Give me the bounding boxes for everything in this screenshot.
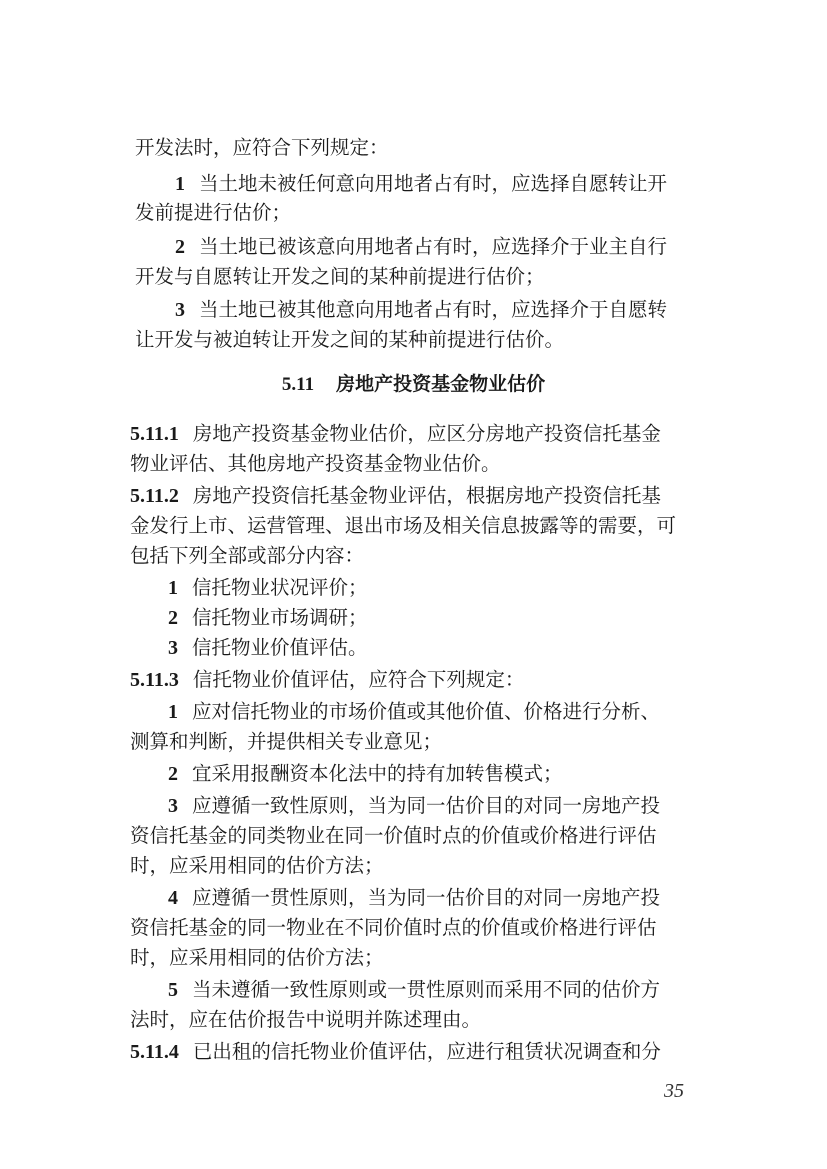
text-line: 金发行上市、运营管理、退出市场及相关信息披露等的需要，可 [130, 514, 677, 537]
section-heading [0, 370, 827, 399]
list-item: 4 应遵循一贯性原则，当为同一估价目的对同一房地产投 [168, 886, 661, 909]
list-item: 1 信托物业状况评价； [168, 576, 368, 599]
text-line: 资信托基金的同一物业在不同价值时点的价值或价格进行评估 [130, 916, 657, 939]
list-item: 3 当土地已被其他意向用地者占有时，应选择介于自愿转 [175, 298, 668, 321]
text-line: 包括下列全部或部分内容： [130, 544, 365, 567]
list-item: 1 当土地未被任何意向用地者占有时，应选择自愿转让开 [175, 172, 668, 195]
text-line: 时，应采用相同的估价方法； [130, 854, 384, 877]
section-title: 房地产投资基金物业估价 [336, 373, 546, 395]
clause-line: 5.11.1 房地产投资基金物业估价，应区分房地产投资信托基金 [130, 422, 661, 445]
text-line: 法时，应在估价报告中说明并陈述理由。 [130, 1008, 482, 1031]
clause-line: 5.11.3 信托物业价值评估，应符合下列规定： [130, 668, 525, 691]
section-number: 5.11 [281, 374, 315, 395]
list-item: 2 信托物业市场调研； [168, 606, 368, 629]
list-item: 2 当土地已被该意向用地者占有时，应选择介于业主自行 [175, 235, 668, 258]
text-line: 物业评估、其他房地产投资基金物业估价。 [130, 452, 501, 475]
text-line: 测算和判断，并提供相关专业意见； [130, 730, 443, 753]
clause-line: 5.11.4 已出租的信托物业价值评估，应进行租赁状况调查和分 [130, 1040, 661, 1063]
text-line: 让开发与被迫转让开发之间的某种前提进行估价。 [135, 328, 565, 351]
list-item: 2 宜采用报酬资本化法中的持有加转售模式； [168, 762, 563, 785]
list-item: 3 信托物业价值评估。 [168, 636, 368, 659]
list-item: 1 应对信托物业的市场价值或其他价值、价格进行分析、 [168, 700, 661, 723]
text-line: 发前提进行估价； [135, 201, 292, 224]
list-item: 5 当未遵循一致性原则或一贯性原则而采用不同的估价方 [168, 978, 661, 1001]
text-line: 开发与自愿转让开发之间的某种前提进行估价； [135, 265, 545, 288]
clause-line: 5.11.2 房地产投资信托基金物业评估，根据房地产投资信托基 [130, 484, 661, 507]
text-line: 开发法时，应符合下列规定： [135, 136, 389, 159]
text-line: 时，应采用相同的估价方法； [130, 946, 384, 969]
text-line: 资信托基金的同类物业在同一价值时点的价值或价格进行评估 [130, 824, 657, 847]
page-number: 35 [664, 1080, 684, 1102]
list-item: 3 应遵循一致性原则，当为同一估价目的对同一房地产投 [168, 794, 661, 817]
